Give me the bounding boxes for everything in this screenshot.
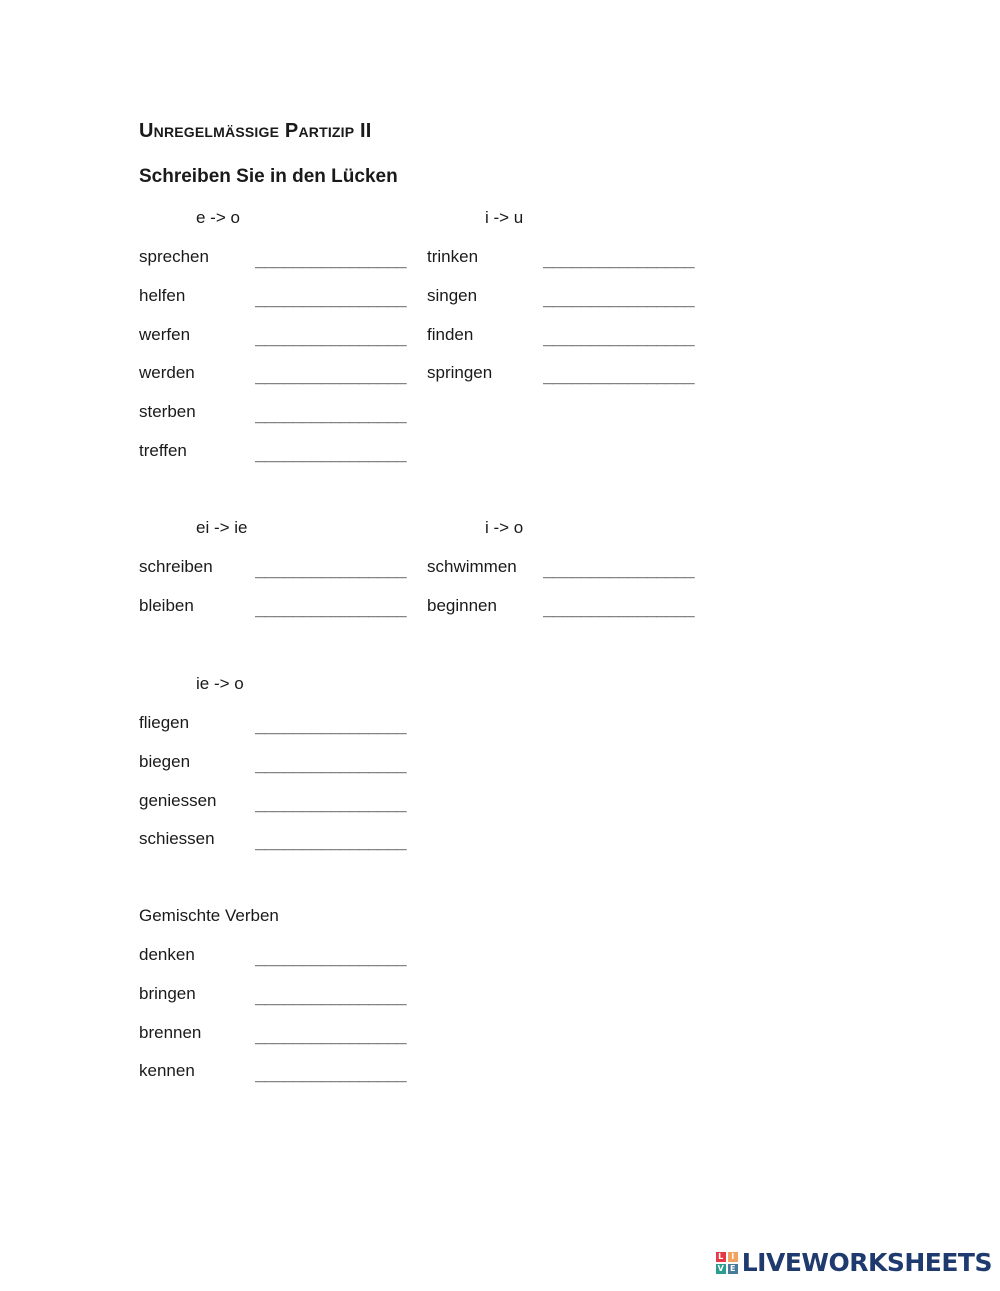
- verb-label: werden: [139, 363, 195, 383]
- answer-blank[interactable]: ________________: [255, 1024, 406, 1045]
- verb-label: biegen: [139, 751, 191, 771]
- answer-blank[interactable]: ________________: [543, 249, 694, 269]
- answer-blank[interactable]: ________________: [543, 326, 694, 347]
- answer-blank[interactable]: ________________: [255, 985, 406, 1006]
- answer-blank[interactable]: ________________: [255, 559, 406, 579]
- verb-label: sterben: [139, 402, 196, 422]
- verb-label: brennen: [139, 1022, 202, 1042]
- verb-label: fliegen: [139, 713, 190, 732]
- verb-label: helfen: [139, 285, 186, 305]
- verb-label: schwimmen: [427, 557, 517, 576]
- verb-label: bringen: [139, 983, 196, 1003]
- answer-blank[interactable]: ________________: [255, 792, 406, 813]
- answer-blank[interactable]: ________________: [543, 365, 694, 386]
- verb-label: kennen: [139, 1061, 195, 1081]
- verb-label: geniessen: [139, 790, 217, 810]
- section-header: ie -> o: [196, 674, 244, 693]
- answer-blank[interactable]: ________________: [255, 326, 406, 347]
- logo-letter: L: [716, 1252, 726, 1262]
- answer-blank[interactable]: ________________: [255, 287, 406, 308]
- section-header: Gemischte Verben: [139, 906, 279, 925]
- verb-label: beginnen: [427, 595, 497, 615]
- section-header: e -> o: [196, 208, 240, 227]
- answer-blank[interactable]: ________________: [255, 715, 406, 735]
- verb-label: trinken: [427, 247, 479, 266]
- answer-blank[interactable]: ________________: [255, 831, 406, 852]
- verb-label: finden: [427, 324, 474, 344]
- verb-label: bleiben: [139, 595, 194, 615]
- answer-blank[interactable]: ________________: [255, 249, 406, 269]
- verb-label: springen: [427, 363, 493, 383]
- verb-label: sprechen: [139, 247, 209, 266]
- verb-label: werfen: [139, 324, 191, 344]
- answer-blank[interactable]: ________________: [543, 287, 694, 308]
- logo-text: LIVEWORKSHEETS: [741, 1248, 992, 1277]
- liveworksheets-logo: [716, 1248, 992, 1277]
- verb-label: schiessen: [139, 829, 215, 849]
- answer-blank[interactable]: ________________: [543, 559, 694, 579]
- answer-blank[interactable]: ________________: [255, 404, 406, 425]
- logo-icon: [716, 1252, 738, 1274]
- verb-label: schreiben: [139, 557, 213, 576]
- worksheet-title: Unregelmässige Partizip II: [139, 120, 372, 142]
- answer-blank[interactable]: ________________: [255, 1063, 406, 1084]
- answer-blank[interactable]: ________________: [543, 597, 694, 618]
- verb-label: denken: [139, 945, 195, 964]
- worksheet-instruction: Schreiben Sie in den Lücken: [139, 166, 398, 187]
- verb-label: singen: [427, 285, 478, 305]
- logo-letter: E: [728, 1264, 738, 1274]
- section-header: i -> u: [485, 208, 524, 227]
- section-header: ei -> ie: [196, 518, 248, 537]
- answer-blank[interactable]: ________________: [255, 597, 406, 618]
- answer-blank[interactable]: ________________: [255, 443, 406, 463]
- logo-letter: V: [717, 1264, 724, 1273]
- section-header: i -> o: [485, 518, 524, 537]
- answer-blank[interactable]: ________________: [255, 365, 406, 386]
- verb-label: treffen: [139, 441, 187, 460]
- answer-blank[interactable]: ________________: [255, 947, 406, 967]
- answer-blank[interactable]: ________________: [255, 753, 406, 774]
- logo-letter: I: [728, 1252, 738, 1262]
